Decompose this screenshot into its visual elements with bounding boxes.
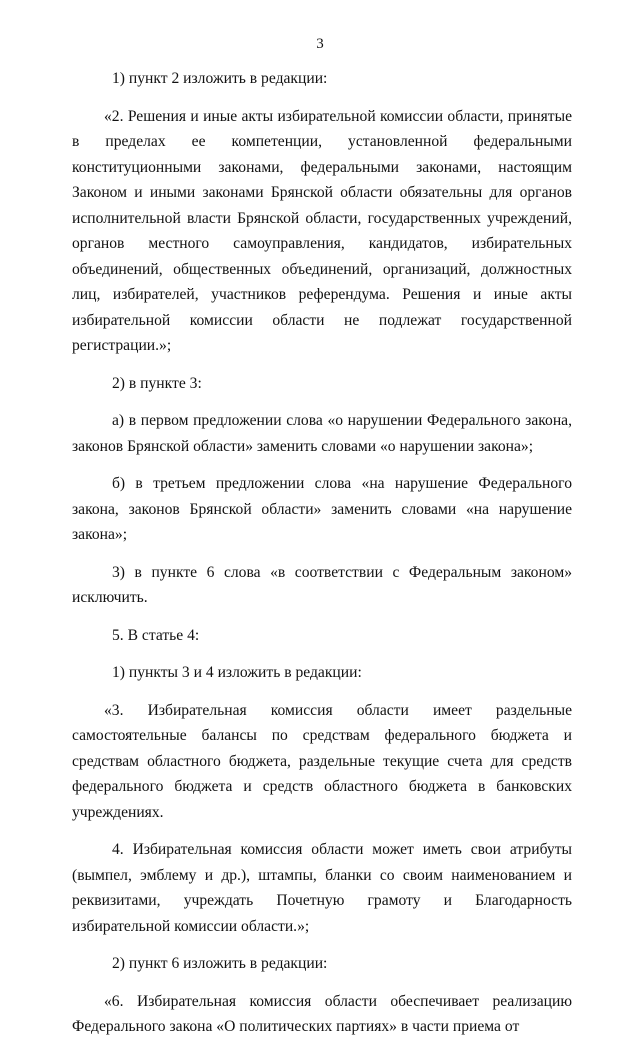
paragraph-point-4-text: 4. Избирательная комиссия области может иметь свои атрибуты (вымпел, эмблему и др.), штампы, бланки со своим наименованием и реквизитами, учреждать Почетную грамоту и Благодарность избирательной комиссии области.»;: [72, 841, 572, 935]
paragraph-item-3: 3) в пункте 6 слова «в соответствии с Федеральным законом» исключить.: [72, 563, 572, 606]
page-number: 3: [316, 36, 324, 52]
paragraph-item-6-intro: 2) пункт 6 изложить в редакции:: [112, 955, 328, 972]
paragraph-subitem-a: а) в первом предложении слова «о нарушении Федерального закона, законов Брянской области» заменить словами «о нарушении закона»;: [72, 412, 572, 455]
paragraph-subitem-b: б) в третьем предложении слова «на нарушение Федерального закона, законов Брянской области» заменить словами «на нарушение закона»;: [72, 475, 572, 543]
paragraph-point-6-text: «6. Избирательная комиссия области обеспечивает реализацию Федерального закона «О политических партиях» в части приема от: [72, 992, 572, 1035]
paragraph-item-1-intro: 1) пункт 2 изложить в редакции:: [112, 70, 328, 87]
paragraph-point-3-text: «3. Избирательная комиссия области имеет раздельные самостоятельные балансы по средствам федерального бюджета и средствам областного бюджета, раздельные текущие счета для средств федерального бюджета и средств областного бюджета в банковских учреждениях.: [72, 701, 572, 821]
paragraph-point-2-text: «2. Решения и иные акты избирательной комиссии области, принятые в пределах ее компетенции, установленной федеральными конституционными законами, федеральными законами, настоящим Законом и иными законами Брянской области обязательны для органов исполнительной власти Брянской области, государственных учреждений, органов местного самоуправления, кандидатов, избирательных объединений, общественных объединений, организаций, должностных лиц, избирателей, участников референдума. Решения и иные акты избирательной комиссии области не подлежат государственной регистрации.»;: [72, 107, 572, 354]
paragraph-items-3-4-intro: 1) пункты 3 и 4 изложить в редакции:: [112, 664, 362, 681]
paragraph-item-2-intro: 2) в пункте 3:: [112, 374, 202, 392]
paragraph-article-4-heading: 5. В статье 4:: [112, 626, 200, 644]
document-body: [72, 66, 572, 1052]
